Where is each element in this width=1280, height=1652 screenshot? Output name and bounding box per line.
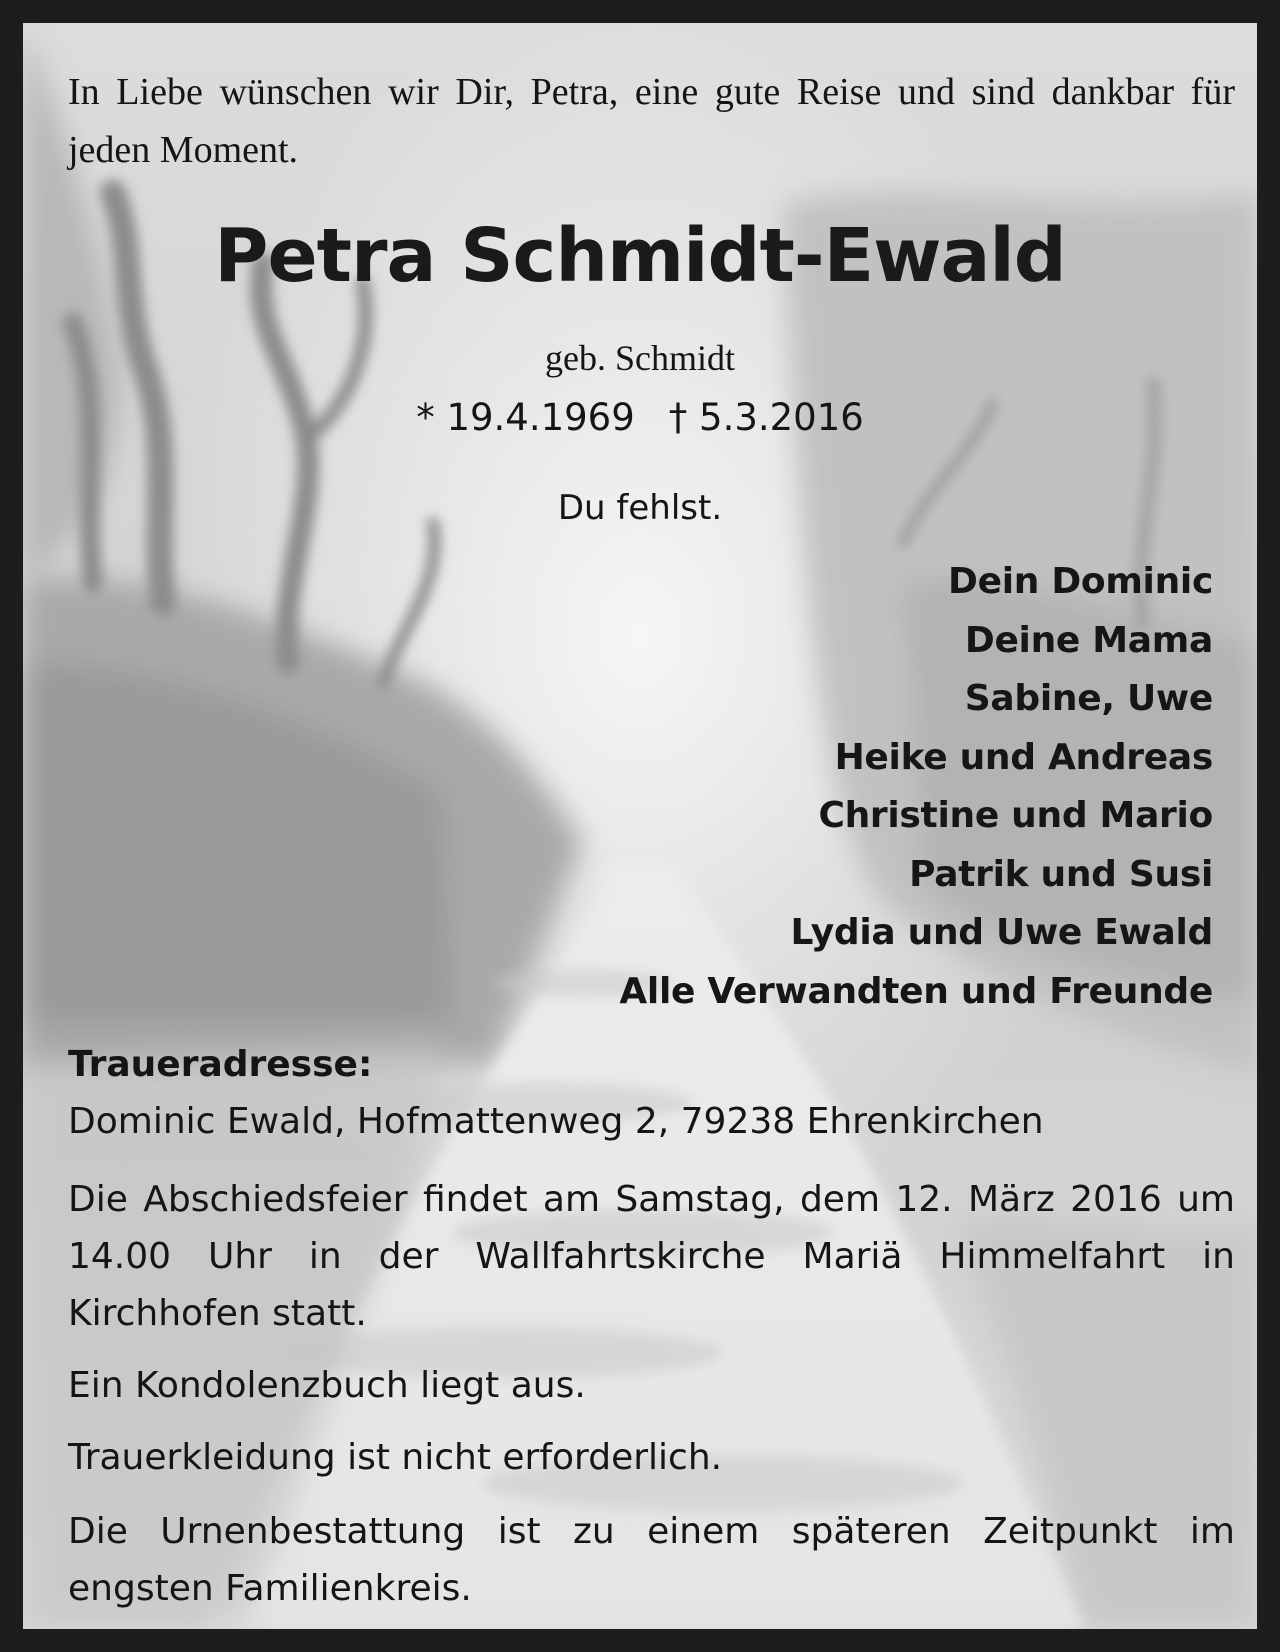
missing-you-text: Du fehlst. (557, 488, 723, 528)
mourner-item: Alle Verwandten und Freunde (619, 970, 1213, 1012)
life-dates (23, 395, 1257, 441)
obituary-text (23, 23, 1257, 1629)
mourner-item: Heike und Andreas (834, 736, 1213, 778)
mourner-item: Dein Dominic (948, 561, 1213, 602)
mourning-address-label: Traueradresse: (68, 1044, 373, 1085)
mourner-item: Sabine, Uwe (964, 678, 1213, 719)
urn-burial-info: Die Urnenbestattung ist zu einem späteren Zeitpunkt im engsten Familienkreis. (68, 1511, 1235, 1609)
deceased-name: Petra Schmidt-Ewald (214, 213, 1066, 299)
death-date: † 5.3.2016 (668, 396, 864, 439)
intro-text: In Liebe wünschen wir Dir, Petra, eine gute Reise und sind dankbar für jeden Moment. (68, 71, 1235, 171)
ceremony-info: Die Abschiedsfeier findet am Samstag, dem 12. März 2016 um 14.00 Uhr in der Wallfahrtskirche Mariä Himmelfahrt in Kirchhofen statt. (68, 1179, 1235, 1334)
mourner-item: Deine Mama (964, 619, 1213, 661)
birth-name: geb. Schmidt (545, 338, 735, 378)
mourning-address: Dominic Ewald, Hofmattenweg 2, 79238 Ehrenkirchen (68, 1101, 1044, 1142)
mourner-item: Lydia und Uwe Ewald (790, 912, 1213, 953)
obituary-card (23, 23, 1257, 1629)
birth-date: * 19.4.1969 (416, 396, 635, 439)
condolence-book-info: Ein Kondolenzbuch liegt aus. (68, 1365, 586, 1406)
mourner-item: Christine und Mario (818, 795, 1213, 836)
mourners-list (619, 553, 1213, 1021)
dress-code-info: Trauerkleidung ist nicht erforderlich. (68, 1437, 723, 1478)
mourner-item: Patrik und Susi (909, 853, 1213, 895)
